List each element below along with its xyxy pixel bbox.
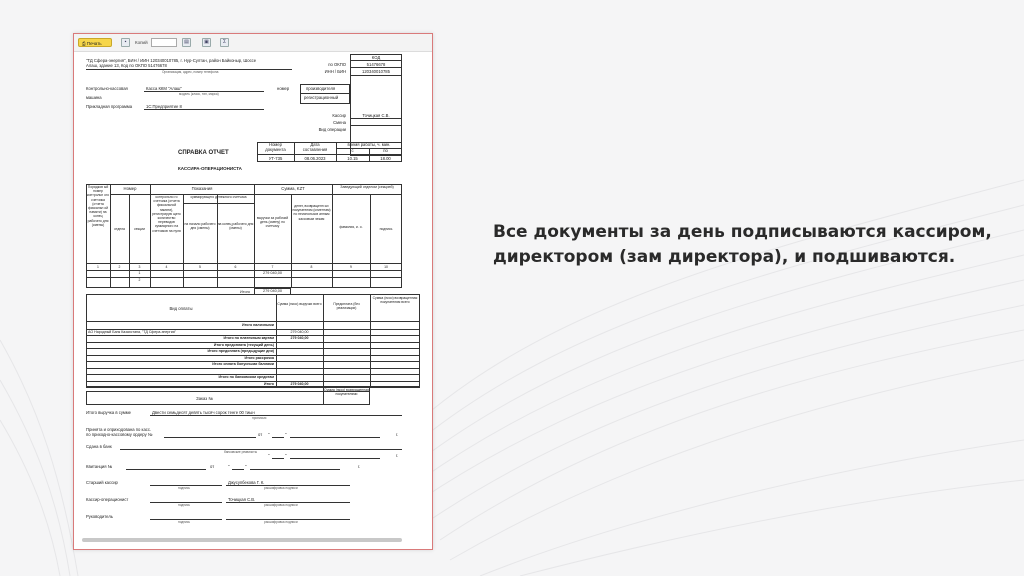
colnum-3: 3: [138, 265, 141, 269]
colnum-2: 2: [118, 265, 121, 269]
save-icon[interactable]: ▪: [121, 38, 130, 47]
payment-row-value: 279 040,00: [290, 336, 309, 340]
optype-label: Вид операции: [318, 127, 346, 132]
sum-icon[interactable]: Σ: [220, 38, 229, 47]
bank-quote-2: ": [285, 453, 287, 458]
report-title: СПРАВКА ОТЧЕТ: [178, 150, 229, 156]
docinfo-from: 10.15: [347, 156, 358, 161]
preview-icon[interactable]: ▣: [202, 38, 211, 47]
document-screenshot: [73, 33, 433, 550]
payment-row-label: Итого по банковским кредитам: [218, 375, 274, 379]
col-podpis: подпись: [379, 227, 393, 231]
org-line-2: Алаш, здание 13, Код по ОКПО 51476678: [86, 63, 167, 68]
print-label: Печать: [86, 41, 102, 46]
colnum-5: 5: [199, 265, 201, 269]
colnum-4: 4: [165, 265, 168, 269]
docinfo-num-h2: документа: [265, 147, 286, 152]
row1-val: 279 040,00: [262, 271, 282, 275]
kkm-label-1: Контрольно-кассовая: [86, 86, 128, 91]
row1-num: 1: [138, 271, 141, 275]
signer-cashier-label: Кассир-операционист: [86, 497, 129, 502]
cashier-value: Точицкая С.В.: [362, 113, 390, 118]
col-otdela: отдела: [114, 227, 125, 231]
receipt-quote-2: ": [245, 464, 247, 469]
docinfo-to-h: по: [383, 148, 388, 153]
pay-col-vid: Вид оплаты: [169, 306, 193, 311]
kkm-num-label: номер: [277, 86, 290, 91]
slide-caption: [493, 220, 1003, 270]
kkm-sub: модель (класс, тип, марка): [179, 92, 219, 96]
pay-col-h1: Сумма (пкоо) выручки всего: [277, 302, 322, 306]
proceeds-caption: прописью: [252, 416, 267, 420]
payment-row-label: Итого оплата бонусными баллами: [212, 362, 274, 366]
accepted-quote-1: ": [268, 432, 270, 437]
order-label: Заказ №: [196, 396, 213, 401]
col-kontrol: контрольно го счетчика (отчета фискальной памяти), регистрирую щего количество переводов суммарного на счетчиков на нуля: [152, 195, 181, 233]
col-nomer: Номер: [123, 186, 137, 191]
pay-col-h2: Предоплата (без реализации): [333, 302, 360, 311]
codes-header: КОД: [371, 55, 381, 60]
payment-row-label: Итого рассрочка: [244, 355, 274, 360]
docinfo-date-h1: Дата: [310, 142, 320, 147]
bank-caption: банковские реквизиты: [224, 450, 257, 454]
decode-caption-1: расшифровка подписи: [264, 486, 298, 490]
payment-row-label: Итого предоплата (предыдущие дни): [207, 349, 274, 353]
col-sekcii: секции: [134, 227, 145, 231]
colnum-6: 6: [234, 265, 237, 269]
kkm-label-2: машина: [86, 95, 102, 100]
col-summir: суммирующего денежного счетчика: [190, 195, 247, 199]
colnum-1: 1: [97, 265, 99, 269]
total-label: Итого: [240, 290, 250, 294]
docinfo-date: 08.06.2023: [304, 156, 326, 161]
colnum-10: 10: [384, 265, 388, 269]
copies-label: Копий: [135, 40, 148, 45]
payment-row-label: Итого предоплата (текущий день): [213, 342, 274, 347]
okpo-label: по ОКПО: [328, 62, 346, 67]
accepted-line-2: по приходно-кассовому ордеру №: [86, 432, 153, 437]
kkm-maker-label: производителя: [306, 86, 336, 91]
report-subtitle: КАССИРА-ОПЕРАЦИОНИСТА: [178, 166, 242, 171]
copies-input[interactable]: [151, 38, 177, 47]
colnum-9: 9: [350, 265, 352, 269]
bank-label: Сдана в банк: [86, 444, 112, 449]
okpo-value: 51476678: [366, 62, 386, 67]
program-label: Прикладная программа: [86, 104, 133, 109]
docinfo-to: 18.00: [380, 156, 391, 161]
docinfo-time-h: время работы, ч. мин.: [347, 142, 391, 147]
inn-value: 120340010785: [362, 69, 390, 74]
order-col-h: Сумма (пкоо) возвращенная покупателями: [324, 388, 369, 397]
kkm-num-box: [300, 84, 350, 104]
sign-caption-2: подпись: [178, 503, 191, 507]
docinfo-num-h1: Номер: [269, 142, 282, 147]
payment-row-value: 279 040,00: [290, 329, 309, 334]
row2-num: 2: [138, 278, 141, 282]
horizontal-scrollbar[interactable]: [82, 538, 402, 542]
signer-senior-name: Джусупбекова Г. К.: [228, 480, 265, 485]
decode-caption-3: расшифровка подписи: [264, 520, 298, 524]
receipt-label: Квитанция №: [86, 464, 113, 469]
signer-senior-label: Старший кассир: [86, 480, 118, 485]
receipt-quote-1: ": [228, 464, 230, 469]
printer-icon: ⎙: [82, 41, 86, 46]
inn-label: ИНН / БИН: [324, 69, 346, 74]
bank-year: г.: [396, 453, 399, 458]
col-counter-number: Порядков ый номер контрольн ого счетчика (отчета фискальн ой памяти) на конец рабочего дня (смены): [86, 185, 110, 227]
sign-caption-1: подпись: [178, 486, 191, 490]
receipt-from: от: [210, 464, 215, 469]
caption-line-2: директором (зам директора), и подшиваются.: [493, 247, 956, 267]
col-start: на начало рабочего дня (смены): [184, 222, 216, 231]
shift-label: Смена: [333, 120, 346, 125]
payment-row-line: [86, 368, 420, 369]
signer-cashier-name: Точицкая С.В.: [228, 497, 256, 502]
accepted-quote-2: ": [285, 432, 287, 437]
sign-caption-3: подпись: [178, 520, 191, 524]
program-value: 1С:Предприятие 8: [146, 104, 182, 109]
colnum-8: 8: [310, 265, 313, 269]
document-toolbar: [74, 34, 432, 52]
col-end: на конец рабочего дня (смены): [217, 222, 254, 231]
payment-row-label: Итого по платежным картам: [223, 336, 274, 340]
page-setup-icon[interactable]: ▤: [182, 38, 191, 47]
caption-line-1: Все документы за день подписываются кассиром,: [493, 222, 992, 242]
total-val: 279 040,00: [262, 289, 282, 293]
signer-head-label: Руководитель: [86, 514, 113, 519]
receipt-year: г.: [358, 464, 361, 469]
proceeds-label: Итого выручка в сумме: [86, 410, 131, 415]
col-vyruchka: выручки за рабочий день (смену) по счетчику: [256, 216, 289, 229]
print-button[interactable]: [78, 38, 112, 47]
col-vozvr: денег, возвращенн ых покупателям (клиентам) по неиспользов анным кассовым чекам: [292, 204, 331, 221]
payment-row-label: Итого: [263, 381, 274, 386]
col-fio: фамилия, и. о.: [339, 225, 363, 229]
decode-caption-2: расшифровка подписи: [264, 503, 298, 507]
col-summa: Сумма, KZT: [281, 186, 305, 191]
payment-row-value: 279 040,00: [290, 381, 309, 386]
payment-row-label: АО Народный Банк Казахстана, "ТД Сфера-энергия": [88, 329, 176, 334]
kkm-value: Касса ККМ "Алаш": [146, 86, 182, 91]
col-zav: Заведующий отделом (секцией): [340, 185, 394, 189]
org-line-1: "ТД Сфера-энергия", БИН / ИИН 120340010785, г. Нур-Султан, район Байконыр, Шоссе: [86, 58, 257, 63]
docinfo-from-h: с: [351, 148, 354, 153]
colnum-7: 7: [271, 265, 274, 269]
accepted-line-1: Принята и оприходована по касс.: [86, 427, 152, 432]
kkm-reg-label: регистрационный: [304, 95, 339, 100]
cashier-label: Кассир: [332, 113, 346, 118]
bank-quote-1: ": [268, 453, 270, 458]
proceeds-value: Двести семьдесят девять тысяч сорок тенге 00 тиын: [152, 410, 255, 415]
docinfo-date-h2: составления: [302, 147, 328, 152]
accepted-from: от: [258, 432, 263, 437]
org-caption: Организация, адрес, номер телефона: [162, 70, 219, 74]
docinfo-num: УТ-735: [268, 156, 283, 161]
accepted-year: г.: [396, 432, 399, 437]
pay-col-h3: Сумма (пкоо) возвращенная покупателям всего: [372, 296, 418, 305]
payment-row-label: Итого наличными: [242, 323, 274, 327]
col-pokazaniya: Показания: [191, 186, 213, 191]
